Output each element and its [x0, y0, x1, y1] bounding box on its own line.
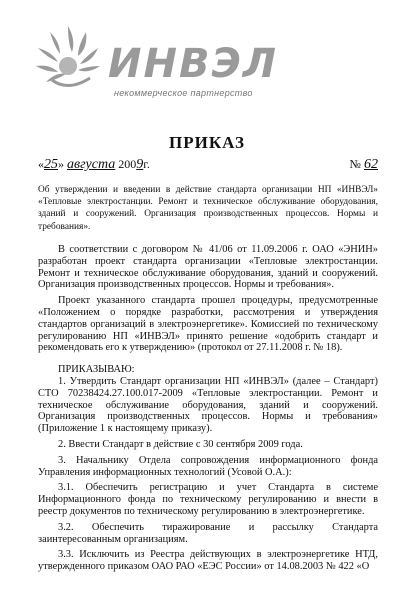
date-open-quote: «	[38, 157, 44, 171]
order-heading: ПРИКАЗЫВАЮ:	[58, 364, 135, 376]
order-item-3: 3. Начальнику Отдела сопровождения информационного фонда Управления информационных технологий (Усовой О.А.):	[38, 454, 378, 478]
number-label: №	[349, 157, 361, 171]
document-body	[38, 244, 378, 577]
document-number	[350, 157, 378, 173]
order-item-1: 1. Утвердить Стандарт организации НП «ИНВЭЛ» (далее – Стандарт) СТО 70238424.27.100.017-2009 «Тепловые электростанции. Ремонт и техническое обслуживание оборудования, зданий и сооружений. Организация производственных процессов. Нормы и требования» (Приложение 1 к настоящему приказу).	[38, 375, 378, 435]
paragraph-procedure: Проект указанного стандарта прошел процедуры, предусмотренные «Положением о порядке разработки, рассмотрения и утверждения стандартов организаций в электроэнергетике». Комиссией по техническому регулированию НП «ИНВЭЛ» принято решение «одобрить стандарт и рекомендовать его к утверждению» (протокол от 27.11.2008 г. № 18).	[38, 295, 378, 354]
order-item-3-3: 3.3. Исключить из Реестра действующих в электроэнергетике НТД, утвержденного приказом ОАО РАО «ЕЭС России» от 14.08.2003 № 422 «О	[38, 549, 378, 573]
organization-logo	[26, 18, 356, 98]
date-suffix: г.	[143, 157, 150, 171]
order-item-2: 2. Ввести Стандарт в действие с 30 сентября 2009 года.	[58, 438, 303, 450]
order-item-3-1: 3.1. Обеспечить регистрацию и учет Стандарта в системе Информационного фонда по техническому регулированию и внести в реестр документов по техническому регулированию в электроэнергетике.	[38, 482, 378, 517]
order-item-3-2: 3.2. Обеспечить тиражирование и рассылку Стандарта заинтересованным организациям.	[38, 521, 378, 545]
document-date	[38, 157, 150, 173]
sunburst-logo-icon	[32, 22, 104, 94]
date-close-quote: »	[58, 157, 64, 171]
logo-wordmark: ИНВЭЛ	[108, 41, 279, 87]
number-value: 62	[364, 157, 378, 172]
date-year-prefix: 200	[118, 157, 137, 171]
document-title: ПРИКАЗ	[169, 133, 245, 152]
date-month: августа	[67, 157, 116, 172]
date-day: 25	[44, 157, 58, 172]
date-year-digit: 9	[136, 157, 144, 172]
document-subject: Об утверждении и введении в действие стандарта организации НП «ИНВЭЛ» «Тепловые электростанции. Ремонт и техническое обслуживание оборудования, зданий и сооружений. Организация производственных процессов. Нормы и требования».	[38, 185, 378, 232]
logo-subtitle: некоммерческое партнерство	[114, 88, 253, 98]
date-number-line	[38, 157, 378, 175]
paragraph-contract: В соответствии с договором № 41/06 от 11.09.2006 г. ОАО «ЭНИН» разработан проект стандарта организации «Тепловые электростанции. Ремонт и техническое обслуживание оборудования, зданий и сооружений. Организация производственных процессов. Нормы и требования».	[38, 244, 378, 291]
